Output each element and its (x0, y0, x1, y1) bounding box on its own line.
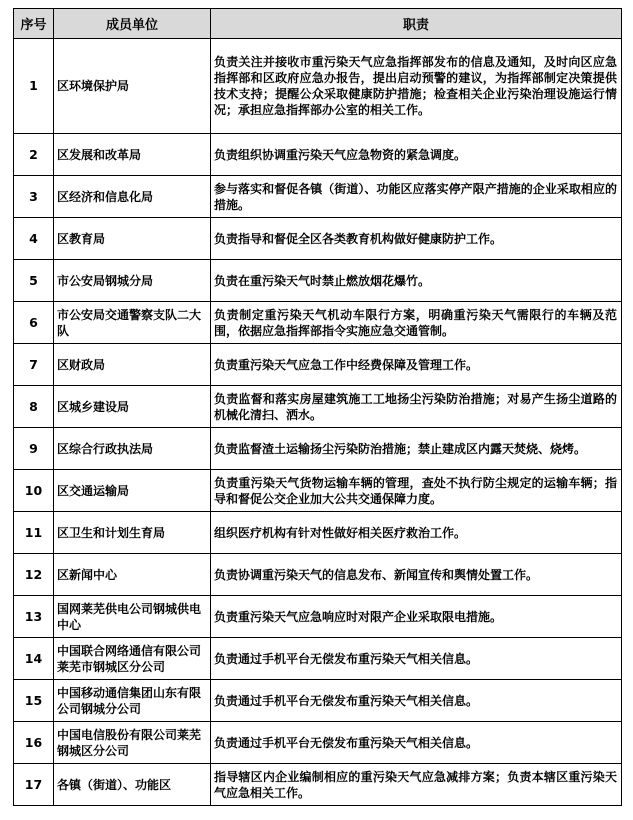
table-row (14, 428, 622, 470)
row-no: 2 (14, 134, 54, 176)
row-duty: 负责通过手机平台无偿发布重污染天气相关信息。 (211, 680, 622, 722)
header-unit: 成员单位 (54, 9, 211, 39)
row-unit: 中国电信股份有限公司莱芜钢城区分公司 (54, 722, 211, 764)
row-no: 11 (14, 512, 54, 554)
row-unit: 区教育局 (54, 218, 211, 260)
row-unit: 区经济和信息化局 (54, 176, 211, 218)
row-unit: 市公安局交通警察支队二大队 (54, 302, 211, 344)
row-duty: 负责通过手机平台无偿发布重污染天气相关信息。 (211, 638, 622, 680)
header-duty: 职责 (211, 9, 622, 39)
row-duty: 负责重污染天气货物运输车辆的管理，查处不执行防尘规定的运输车辆；指导和督促公交企业加大公共交通保障力度。 (211, 470, 622, 512)
row-duty: 负责重污染天气应急响应时对限产企业采取限电措施。 (211, 596, 622, 638)
row-duty: 组织医疗机构有针对性做好相关医疗救治工作。 (211, 512, 622, 554)
row-duty: 负责通过手机平台无偿发布重污染天气相关信息。 (211, 722, 622, 764)
row-no: 8 (14, 386, 54, 428)
row-duty: 负责在重污染天气时禁止燃放烟花爆竹。 (211, 260, 622, 302)
table-row (14, 512, 622, 554)
row-no: 14 (14, 638, 54, 680)
table-row (14, 302, 622, 344)
row-no: 13 (14, 596, 54, 638)
row-no: 5 (14, 260, 54, 302)
row-duty: 参与落实和督促各镇（街道）、功能区应落实停产限产措施的企业采取相应的措施。 (211, 176, 622, 218)
row-unit: 区卫生和计划生育局 (54, 512, 211, 554)
table-row (14, 39, 622, 134)
row-unit: 市公安局钢城分局 (54, 260, 211, 302)
row-no: 3 (14, 176, 54, 218)
table-row (14, 260, 622, 302)
row-unit: 中国移动通信集团山东有限公司钢城分公司 (54, 680, 211, 722)
row-no: 10 (14, 470, 54, 512)
table-row (14, 386, 622, 428)
row-unit: 区财政局 (54, 344, 211, 386)
row-duty: 负责制定重污染天气机动车限行方案，明确重污染天气需限行的车辆及范围，依据应急指挥部指令实施应急交通管制。 (211, 302, 622, 344)
table-row (14, 554, 622, 596)
table-row (14, 722, 622, 764)
row-duty: 负责重污染天气应急工作中经费保障及管理工作。 (211, 344, 622, 386)
table-row (14, 176, 622, 218)
table-row (14, 134, 622, 176)
table-row (14, 596, 622, 638)
row-duty: 指导辖区内企业编制相应的重污染天气应急减排方案；负责本辖区重污染天气应急相关工作。 (211, 764, 622, 806)
row-no: 12 (14, 554, 54, 596)
row-duty: 负责协调重污染天气的信息发布、新闻宣传和舆情处置工作。 (211, 554, 622, 596)
row-duty: 负责指导和督促全区各类教育机构做好健康防护工作。 (211, 218, 622, 260)
row-no: 9 (14, 428, 54, 470)
row-no: 17 (14, 764, 54, 806)
table-row (14, 764, 622, 806)
row-unit: 各镇（街道）、功能区 (54, 764, 211, 806)
row-no: 6 (14, 302, 54, 344)
row-duty: 负责关注并接收市重污染天气应急指挥部发布的信息及通知，及时向区应急指挥部和区政府应急办报告，提出启动预警的建议，为指挥部制定决策提供技术支持；提醒公众采取健康防护措施；检查相关企业污染治理设施运行情况；承担应急指挥部办公室的相关工作。 (211, 39, 622, 134)
table-row (14, 680, 622, 722)
row-unit: 中国联合网络通信有限公司莱芜市钢城区分公司 (54, 638, 211, 680)
row-unit: 区新闻中心 (54, 554, 211, 596)
row-no: 16 (14, 722, 54, 764)
row-unit: 国网莱芜供电公司钢城供电中心 (54, 596, 211, 638)
row-unit: 区交通运输局 (54, 470, 211, 512)
row-unit: 区综合行政执法局 (54, 428, 211, 470)
row-no: 15 (14, 680, 54, 722)
header-row (14, 9, 622, 39)
table-row (14, 470, 622, 512)
row-duty: 负责监督渣土运输扬尘污染防治措施；禁止建成区内露天焚烧、烧烤。 (211, 428, 622, 470)
row-duty: 负责监督和落实房屋建筑施工工地扬尘污染防治措施；对易产生扬尘道路的机械化清扫、洒水。 (211, 386, 622, 428)
table-row (14, 218, 622, 260)
row-no: 4 (14, 218, 54, 260)
row-no: 1 (14, 39, 54, 134)
header-no: 序号 (14, 9, 54, 39)
row-no: 7 (14, 344, 54, 386)
row-unit: 区环境保护局 (54, 39, 211, 134)
table-row (14, 638, 622, 680)
table-row (14, 344, 622, 386)
row-duty: 负责组织协调重污染天气应急物资的紧急调度。 (211, 134, 622, 176)
duties-table (13, 8, 622, 806)
row-unit: 区发展和改革局 (54, 134, 211, 176)
row-unit: 区城乡建设局 (54, 386, 211, 428)
